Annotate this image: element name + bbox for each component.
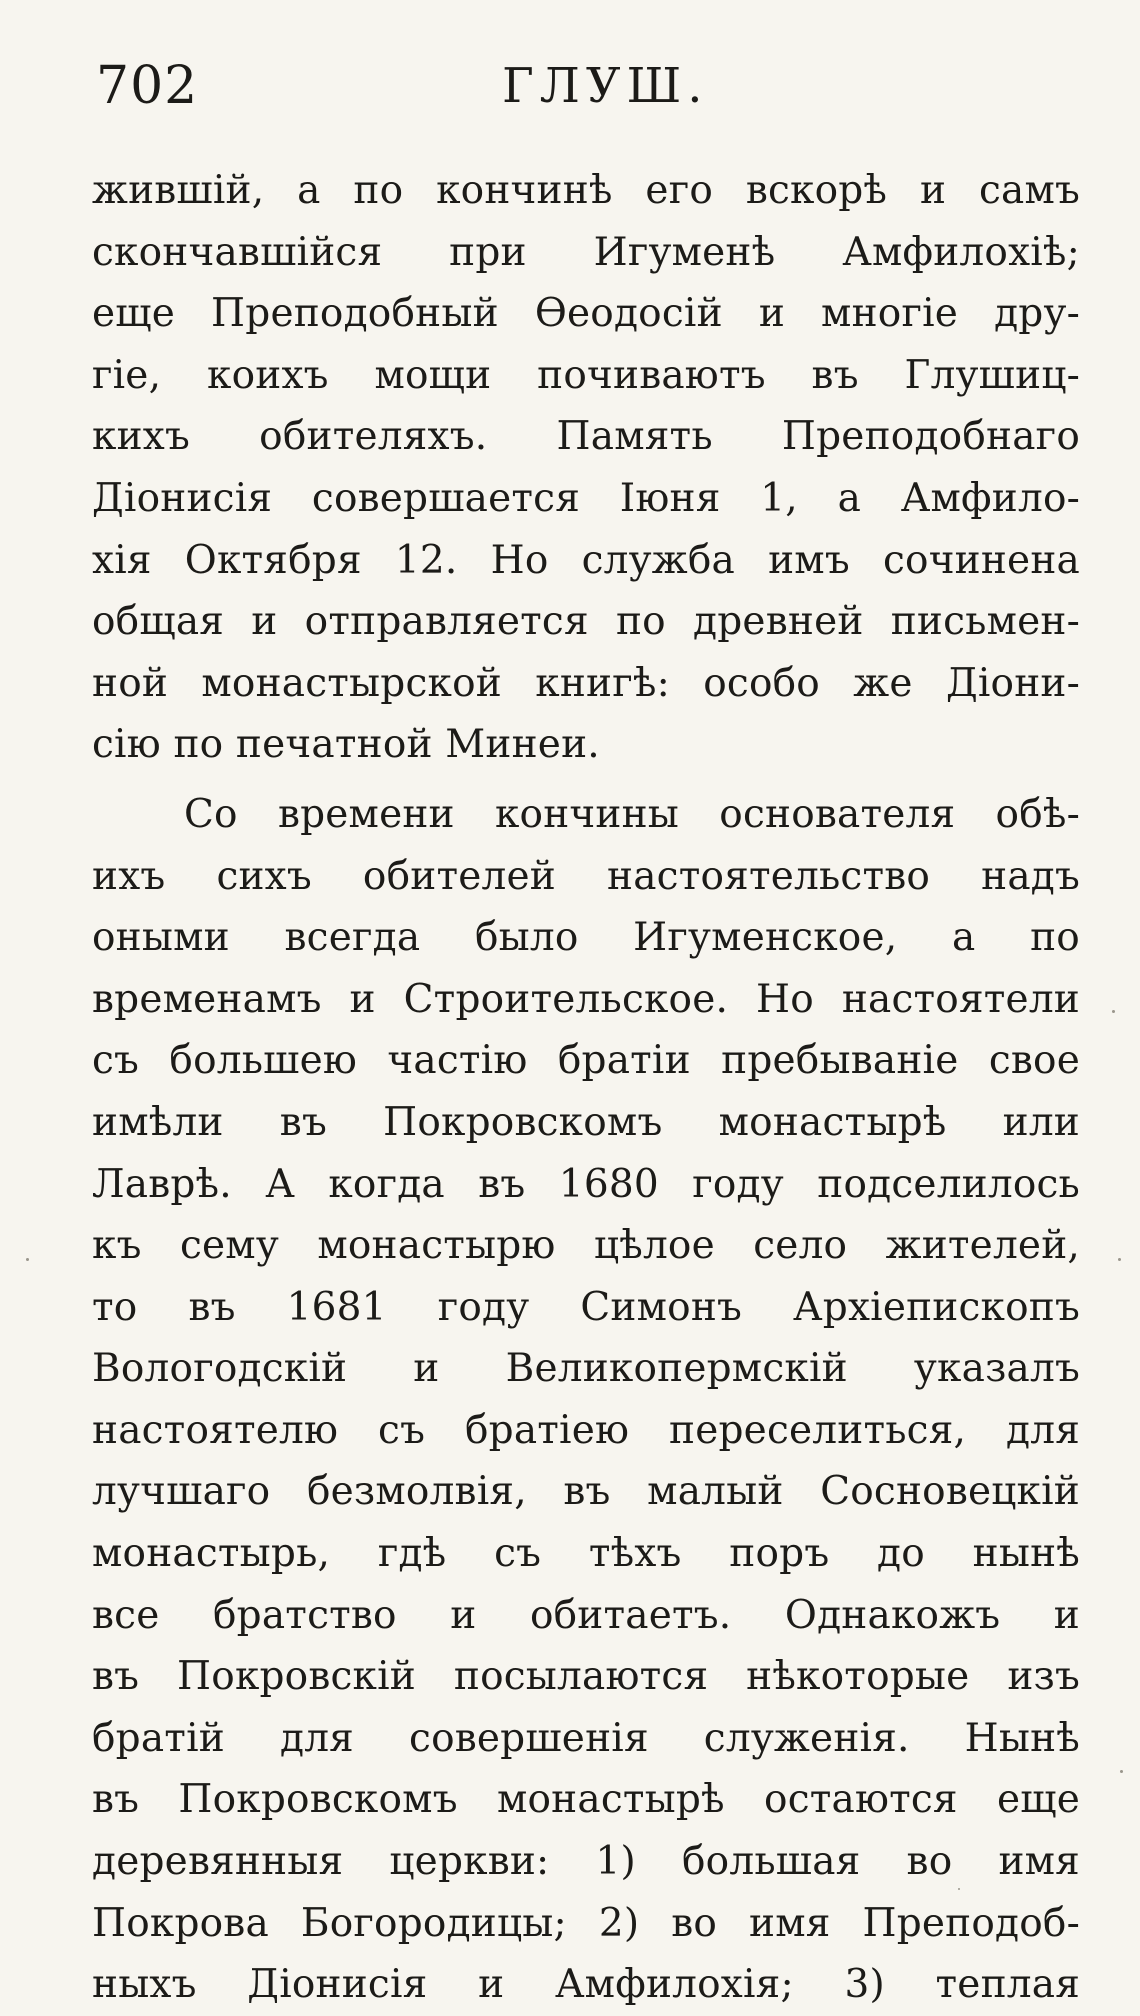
text-line: еще Преподобный Ѳеодосій и многіе дру- [92, 291, 1080, 337]
text-line: ной монастырской книгѣ: особо же Діони- [92, 660, 1080, 706]
text-line: кихъ обителяхъ. Память Преподобнаго [92, 414, 1080, 460]
page-header [92, 48, 1080, 158]
text-line: ихъ сихъ обителей настоятельство надъ [92, 853, 1080, 899]
text-line: то въ 1681 году Симонъ Архіепископъ [92, 1284, 1080, 1330]
book-page [92, 48, 1080, 2008]
page-number: 702 [96, 56, 199, 116]
text-line: гіе, коихъ мощи почиваютъ въ Глушиц- [92, 352, 1080, 398]
text-line: временамъ и Строительское. Но настоятели [92, 976, 1080, 1022]
text-line: Со времени кончины основателя обѣ- [184, 791, 1080, 837]
text-line: братій для совершенія служенія. Нынѣ [92, 1715, 1080, 1761]
text-line: ныхъ Діонисія и Амфилохія; 3) теплая [92, 1962, 1080, 2008]
text-line: монастырь, гдѣ съ тѣхъ поръ до нынѣ [92, 1531, 1080, 1577]
text-line: оными всегда было Игуменское, а по [92, 915, 1080, 961]
text-line: съ большею частію братіи пребываніе свое [92, 1038, 1080, 1084]
running-head: ГЛУШ. [502, 58, 709, 114]
text-line: къ сему монастырю цѣлое село жителей, [92, 1223, 1080, 1269]
paragraph-1 [92, 160, 1080, 776]
text-line: скончавшійся при Игуменѣ Амфилохіѣ; [92, 229, 1080, 275]
text-line: въ Покровскомъ монастырѣ остаются еще [92, 1777, 1080, 1823]
paper-speck [958, 1888, 960, 1890]
text-line: Лаврѣ. А когда въ 1680 году подселилось [92, 1161, 1080, 1207]
text-line: Діонисія совершается Іюня 1, а Амфило- [92, 475, 1080, 521]
text-line: жившій, а по кончинѣ его вскорѣ и самъ [92, 168, 1080, 213]
paragraph-2 [92, 784, 1080, 2016]
paper-speck [1112, 1010, 1115, 1013]
text-line: имѣли въ Покровскомъ монастырѣ или [92, 1099, 1080, 1145]
text-line: лучшаго безмолвія, въ малый Сосновецкій [92, 1469, 1080, 1515]
paper-speck [1120, 1770, 1123, 1773]
text-line: общая и отправляется по древней письмен- [92, 599, 1080, 645]
text-line: сію по печатной Минеи. [92, 722, 600, 768]
text-line: настоятелю съ братіею переселиться, для [92, 1407, 1080, 1453]
text-line: Вологодскій и Великопермскій указалъ [92, 1346, 1080, 1392]
text-line: деревянныя церкви: 1) большая во имя [92, 1839, 1080, 1885]
text-line: въ Покровскій посылаются нѣкоторые изъ [92, 1654, 1080, 1700]
body-text [92, 160, 1080, 2016]
paper-speck [1118, 1258, 1121, 1261]
paragraph-gap [92, 776, 1080, 784]
paper-speck [26, 1258, 29, 1261]
text-line: хія Октября 12. Но служба имъ сочинена [92, 537, 1080, 583]
text-line: все братство и обитаетъ. Однакожъ и [92, 1592, 1080, 1638]
text-line: Покрова Богородицы; 2) во имя Преподоб- [92, 1900, 1080, 1946]
